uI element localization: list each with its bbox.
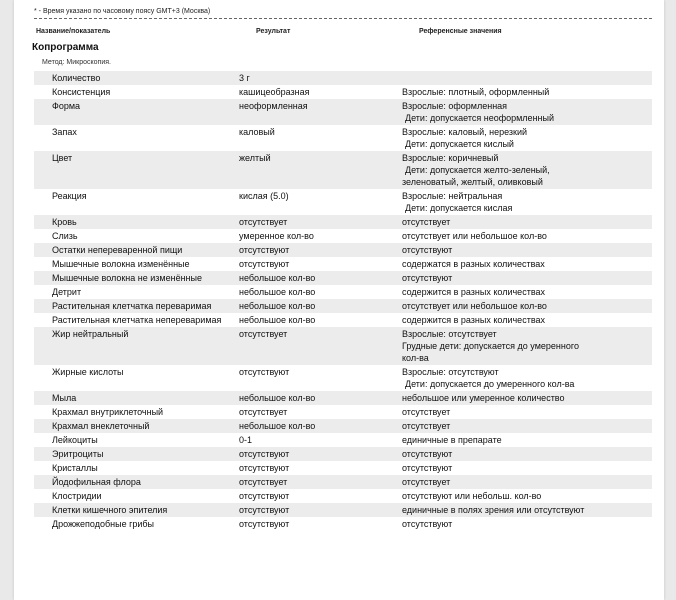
row-name: Растительная клетчатка переваримая [52,301,212,311]
table-row [34,365,652,391]
table-row [34,391,652,405]
table-row [34,189,652,215]
reference-line: отсутствуют [402,245,453,255]
row-reference [402,314,652,326]
reference-line: единичные в препарате [402,435,502,445]
row-name: Кровь [52,217,77,227]
row-result: желтый [239,153,271,163]
row-reference [402,434,652,446]
row-reference [402,86,652,98]
row-reference [402,216,652,228]
row-result: небольшое кол-во [239,315,316,325]
reference-line: Дети: допускается до умеренного кол-ва [405,379,575,389]
reference-line: содержатся в разных количествах [402,259,545,269]
row-result: небольшое кол-во [239,273,316,283]
row-name: Реакция [52,191,87,201]
reference-line: отсутствуют [402,273,453,283]
row-name: Запах [52,127,77,137]
row-name: Слизь [52,231,78,241]
row-name: Остатки непереваренной пищи [52,245,183,255]
reference-line: Взрослые: коричневый [402,153,499,163]
reference-line: отсутствует [402,477,451,487]
table-row [34,285,652,299]
reference-line: отсутствуют [402,519,453,529]
row-name: Растительная клетчатка непереваримая [52,315,222,325]
row-result: неоформленная [239,101,308,111]
row-result: отсутствуют [239,245,290,255]
table-row [34,313,652,327]
table-row [34,229,652,243]
row-name: Клетки кишечного эпителия [52,505,168,515]
row-name: Мыла [52,393,77,403]
reference-line: небольшое или умеренное количество [402,393,565,403]
section-title: Копрограмма [32,42,99,53]
table-row [34,447,652,461]
row-reference [402,190,652,214]
table-row [34,257,652,271]
table-row [34,517,652,531]
table-row [34,433,652,447]
reference-line: отсутствует или небольшое кол-во [402,231,547,241]
table-row [34,461,652,475]
table-row [34,405,652,419]
table-row [34,419,652,433]
row-name: Лейкоциты [52,435,98,445]
row-reference [402,100,652,124]
row-reference [402,366,652,390]
reference-line: отсутствует [402,217,451,227]
row-name: Дрожжеподобные грибы [52,519,155,529]
header-name: Название/показатель [36,28,111,35]
row-result: отсутствует [239,217,288,227]
reference-line: отсутствует [402,421,451,431]
row-reference [402,244,652,256]
row-name: Цвет [52,153,73,163]
table-row [34,151,652,189]
row-reference [402,518,652,530]
row-reference [402,504,652,516]
table-row [34,125,652,151]
row-name: Жирные кислоты [52,367,124,377]
row-result: кашицеобразная [239,87,310,97]
row-result: небольшое кол-во [239,287,316,297]
row-name: Мышечные волокна не изменённые [52,273,202,283]
reference-line: Грудные дети: допускается до умеренного [402,341,579,351]
row-result: 3 г [239,73,250,83]
row-result: отсутствует [239,477,288,487]
row-result: отсутствуют [239,463,290,473]
reference-line: Дети: допускается желто-зеленый, [405,165,550,175]
row-reference [402,300,652,312]
row-reference [402,462,652,474]
reference-line: отсутствует или небольшое кол-во [402,301,547,311]
row-result: отсутствуют [239,259,290,269]
row-result: небольшое кол-во [239,301,316,311]
row-result: отсутствуют [239,449,290,459]
row-reference [402,476,652,488]
table-row [34,299,652,313]
reference-line: Взрослые: отсутствует [402,329,497,339]
row-reference [402,328,652,364]
reference-line: отсутствуют [402,449,453,459]
row-name: Йодофильная флора [52,477,141,487]
row-result: отсутствуют [239,519,290,529]
report-page [14,0,664,600]
table-row [34,489,652,503]
row-result: отсутствуют [239,367,290,377]
row-reference [402,406,652,418]
table-row [34,243,652,257]
reference-line: Взрослые: нейтральная [402,191,503,201]
reference-line: Взрослые: плотный, оформленный [402,87,550,97]
row-result: умеренное кол-во [239,231,314,241]
header-result: Результат [256,28,291,35]
reference-line: Взрослые: оформленная [402,101,508,111]
reference-line: отсутствует [402,407,451,417]
reference-line: Взрослые: отсутствуют [402,367,499,377]
row-result: 0-1 [239,435,253,445]
row-reference [402,286,652,298]
reference-line: кол-ва [402,353,429,363]
row-name: Кристаллы [52,463,98,473]
reference-line: единичные в полях зрения или отсутствуют [402,505,585,515]
row-result: отсутствует [239,329,288,339]
row-result: небольшое кол-во [239,393,316,403]
row-result: отсутствуют [239,505,290,515]
table-row [34,71,652,85]
row-name: Консистенция [52,87,111,97]
row-result: кислая (5.0) [239,191,289,201]
reference-line: содержится в разных количествах [402,315,545,325]
table-row [34,327,652,365]
row-name: Детрит [52,287,82,297]
row-name: Крахмал внутриклеточный [52,407,164,417]
row-name: Клостридии [52,491,102,501]
row-name: Количество [52,73,101,83]
row-reference [402,490,652,502]
table-row [34,271,652,285]
reference-line: отсутствуют или небольш. кол-во [402,491,542,501]
row-name: Мышечные волокна изменённые [52,259,190,269]
method-label: Метод: Микроскопия. [42,59,111,66]
row-reference [402,448,652,460]
row-reference [402,230,652,242]
table-row [34,85,652,99]
row-reference [402,258,652,270]
reference-line: Дети: допускается неоформленный [405,113,555,123]
row-result: отсутствуют [239,491,290,501]
reference-line: Дети: допускается кислая [405,203,513,213]
table-row [34,99,652,125]
row-name: Крахмал внеклеточный [52,421,150,431]
reference-line: содержится в разных количествах [402,287,545,297]
reference-line: зеленоватый, желтый, оливковый [402,177,543,187]
table-row [34,475,652,489]
row-result: отсутствует [239,407,288,417]
reference-line: Дети: допускается кислый [405,139,514,149]
row-name: Жир нейтральный [52,329,129,339]
row-reference [402,392,652,404]
row-reference [402,420,652,432]
timezone-note: * - Время указано по часовому поясу GMT+3 (Москва) [34,8,211,15]
dashed-divider [34,18,652,19]
row-name: Форма [52,101,81,111]
table-row [34,215,652,229]
row-result: небольшое кол-во [239,421,316,431]
table-row [34,503,652,517]
row-reference [402,126,652,150]
reference-line: отсутствуют [402,463,453,473]
results-table [34,71,652,531]
row-result: каловый [239,127,275,137]
row-name: Эритроциты [52,449,104,459]
header-reference: Референсные значения [419,28,502,35]
row-reference [402,272,652,284]
reference-line: Взрослые: каловый, нерезкий [402,127,528,137]
row-reference [402,152,652,188]
